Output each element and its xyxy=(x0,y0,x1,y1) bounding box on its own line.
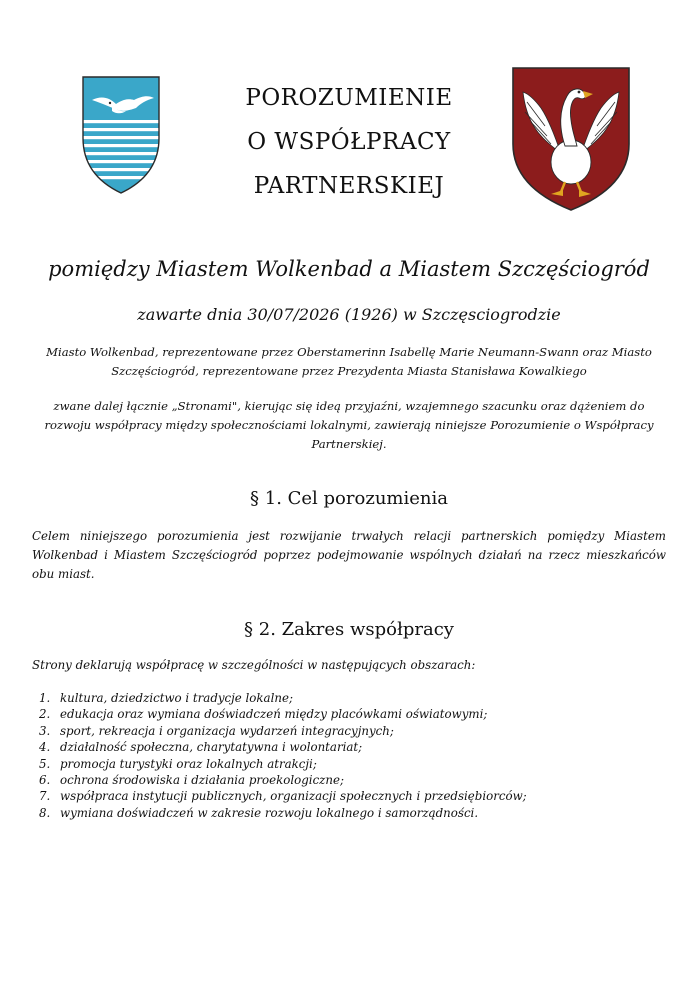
preamble-paragraph: zwane dalej łącznie „Stronami", kierując się ideą przyjaźni, wzajemnego szacunku oraz dążeniem do rozwoju współpracy między społecznościami lokalnymi, zawierają niniejsze Porozumienie o Współpracy Partnerskiej. xyxy=(44,399,654,451)
parties-paragraph: Miasto Wolkenbad, reprezentowane przez Oberstamerinn Isabellę Marie Neumann-Swann oraz Miasto Szczęściogród, reprezentowane przez Prezydenta Miasta Stanisława Kowalkiego xyxy=(46,345,652,378)
conclusion-date-line: zawarte dnia 30/07/2026 (1926) w Szczęsciogrodzie xyxy=(137,305,561,324)
section-1-paragraph: Celem niniejszego porozumienia jest rozwijanie trwałych relacji partnerskich pomiędzy Miastem Wolkenbad i Miastem Szczęściogród poprzez podejmowanie wspólnych działań na rzecz mieszkańców obu miast. xyxy=(32,529,666,581)
section-2-heading: § 2. Zakres współpracy xyxy=(244,619,454,640)
list-item xyxy=(32,805,666,821)
list-item xyxy=(32,756,666,772)
list-item-number: 7. xyxy=(39,789,51,804)
list-item-number: 4. xyxy=(39,740,51,755)
title-line-1: POROZUMIENIE xyxy=(245,85,453,111)
list-item xyxy=(32,706,666,722)
section-2-intro: Strony deklarują współpracę w szczególności w następujących obszarach: xyxy=(32,658,476,672)
list-item-number: 1. xyxy=(39,691,51,705)
list-item-text: kultura, dziedzictwo i tradycje lokalne; xyxy=(60,691,293,705)
document-title xyxy=(175,76,523,208)
list-item-text: ochrona środowiska i działania proekologiczne; xyxy=(60,773,344,788)
cooperation-areas-list xyxy=(32,690,666,821)
list-item-number: 5. xyxy=(39,756,51,771)
list-item xyxy=(32,772,666,788)
list-item-text: edukacja oraz wymiana doświadczeń między placówkami oświatowymi; xyxy=(60,707,488,722)
seagull-shield-icon xyxy=(82,76,160,194)
list-item xyxy=(32,690,666,706)
list-item xyxy=(32,723,666,739)
swan-shield-icon xyxy=(511,66,631,212)
title-line-3: PARTNERSKIEJ xyxy=(253,173,445,199)
title-line-2: O WSPÓŁPRACY xyxy=(247,129,451,155)
list-item-number: 8. xyxy=(39,805,51,820)
list-item-number: 6. xyxy=(39,773,51,788)
list-item-text: sport, rekreacja i organizacja wydarzeń integracyjnych; xyxy=(60,723,394,738)
section-1-heading: § 1. Cel porozumienia xyxy=(250,488,448,509)
list-item-text: wymiana doświadczeń w zakresie rozwoju lokalnego i samorządności. xyxy=(60,805,479,820)
list-item-text: współpraca instytucji publicznych, organizacji społecznych i przedsiębiorców; xyxy=(60,789,527,804)
list-item-number: 2. xyxy=(39,707,51,722)
list-item-text: działalność społeczna, charytatywna i wolontariat; xyxy=(60,740,363,755)
parties-heading: pomiędzy Miastem Wolkenbad a Miastem Szczęściogród xyxy=(48,257,650,281)
list-item xyxy=(32,739,666,755)
list-item xyxy=(32,788,666,804)
list-item-text: promocja turystyki oraz lokalnych atrakcji; xyxy=(60,756,317,771)
list-item-number: 3. xyxy=(39,723,51,738)
